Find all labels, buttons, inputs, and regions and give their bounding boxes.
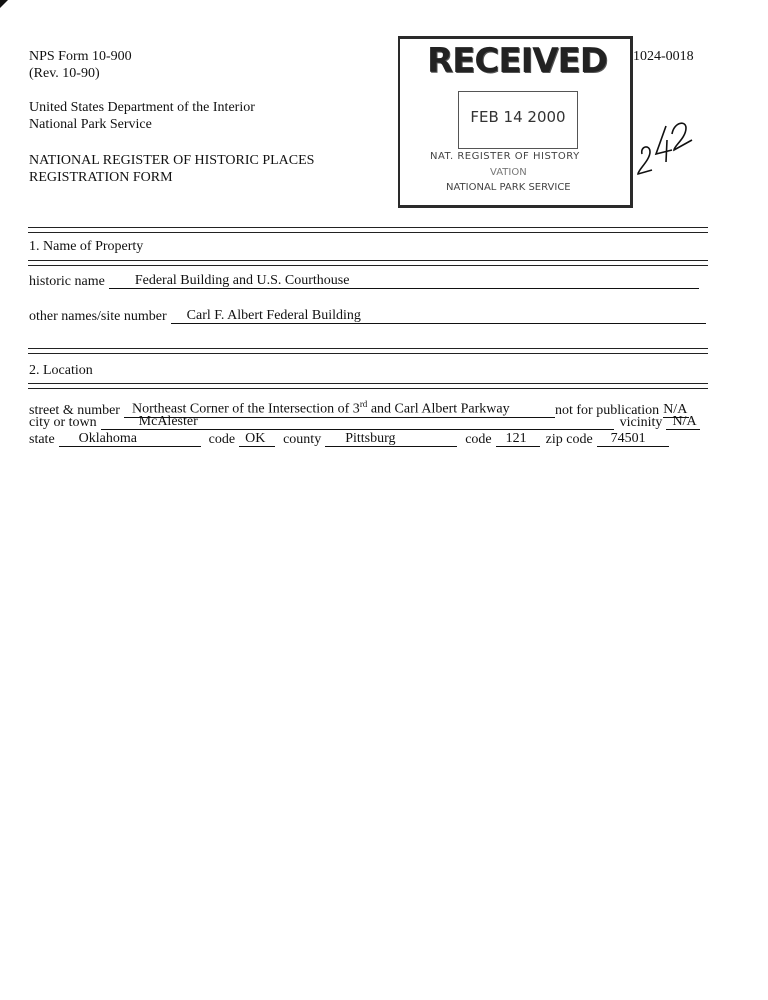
zip-code-label: zip code — [545, 432, 593, 447]
state-code-field[interactable]: OK — [239, 431, 275, 447]
section-divider — [28, 348, 708, 354]
stamp-line3: NATIONAL PARK SERVICE — [446, 182, 571, 193]
not-for-publication-field[interactable]: N/A — [663, 401, 688, 417]
form-title-line2: REGISTRATION FORM — [29, 170, 173, 185]
city-row — [29, 414, 700, 430]
form-title-line1: NATIONAL REGISTER OF HISTORIC PLACES — [29, 153, 315, 168]
city-field[interactable]: McAlester — [101, 414, 614, 430]
county-code-label: code — [465, 432, 492, 447]
stamp-line2: VATION — [490, 167, 527, 178]
vicinity-label: vicinity — [619, 415, 663, 430]
handwritten-note — [636, 110, 696, 180]
form-number: NPS Form 10-900 — [29, 49, 132, 64]
state-label: state — [29, 432, 55, 447]
other-names-row — [29, 308, 706, 324]
county-code-field[interactable]: 121 — [496, 431, 540, 447]
county-label: county — [283, 432, 322, 447]
section1-heading: 1. Name of Property — [29, 239, 144, 254]
street-value-rest: and Carl Albert Parkway — [367, 401, 510, 417]
vicinity-field[interactable]: N/A — [666, 414, 700, 430]
state-row — [29, 431, 669, 447]
county-field[interactable]: Pittsburg — [325, 431, 457, 447]
street-value-main: Northeast Corner of the Intersection of 3 — [131, 401, 360, 417]
other-names-label: other names/site number — [29, 309, 167, 324]
page-corner-mark — [0, 0, 8, 8]
department: United States Department of the Interior — [29, 100, 255, 115]
state-code-label: code — [208, 432, 236, 447]
stamp-date: FEB 14 2000 — [470, 108, 566, 126]
historic-name-field[interactable]: Federal Building and U.S. Courthouse — [109, 273, 699, 289]
section2-heading: 2. Location — [29, 363, 93, 378]
state-field[interactable]: Oklahoma — [59, 431, 201, 447]
historic-name-row — [29, 273, 699, 289]
street-value-sup: rd — [359, 399, 368, 409]
form-revision: (Rev. 10-90) — [29, 66, 100, 81]
stamp-date-box — [458, 91, 578, 149]
section-divider — [28, 260, 708, 266]
stamp-line1: NAT. REGISTER OF HISTORY — [430, 151, 580, 162]
historic-name-label: historic name — [29, 274, 105, 289]
agency: National Park Service — [29, 117, 152, 132]
other-names-field[interactable]: Carl F. Albert Federal Building — [171, 308, 706, 324]
street-label: street & number — [29, 402, 120, 418]
not-for-publication-label: not for publication — [554, 402, 660, 418]
received-stamp — [398, 36, 633, 208]
omb-number: 1024-0018 — [633, 49, 694, 64]
city-label: city or town — [29, 415, 97, 430]
stamp-title: RECEIVED — [427, 41, 607, 81]
zip-code-field[interactable]: 74501 — [597, 431, 669, 447]
section-divider — [28, 383, 708, 389]
section-divider — [28, 227, 708, 233]
